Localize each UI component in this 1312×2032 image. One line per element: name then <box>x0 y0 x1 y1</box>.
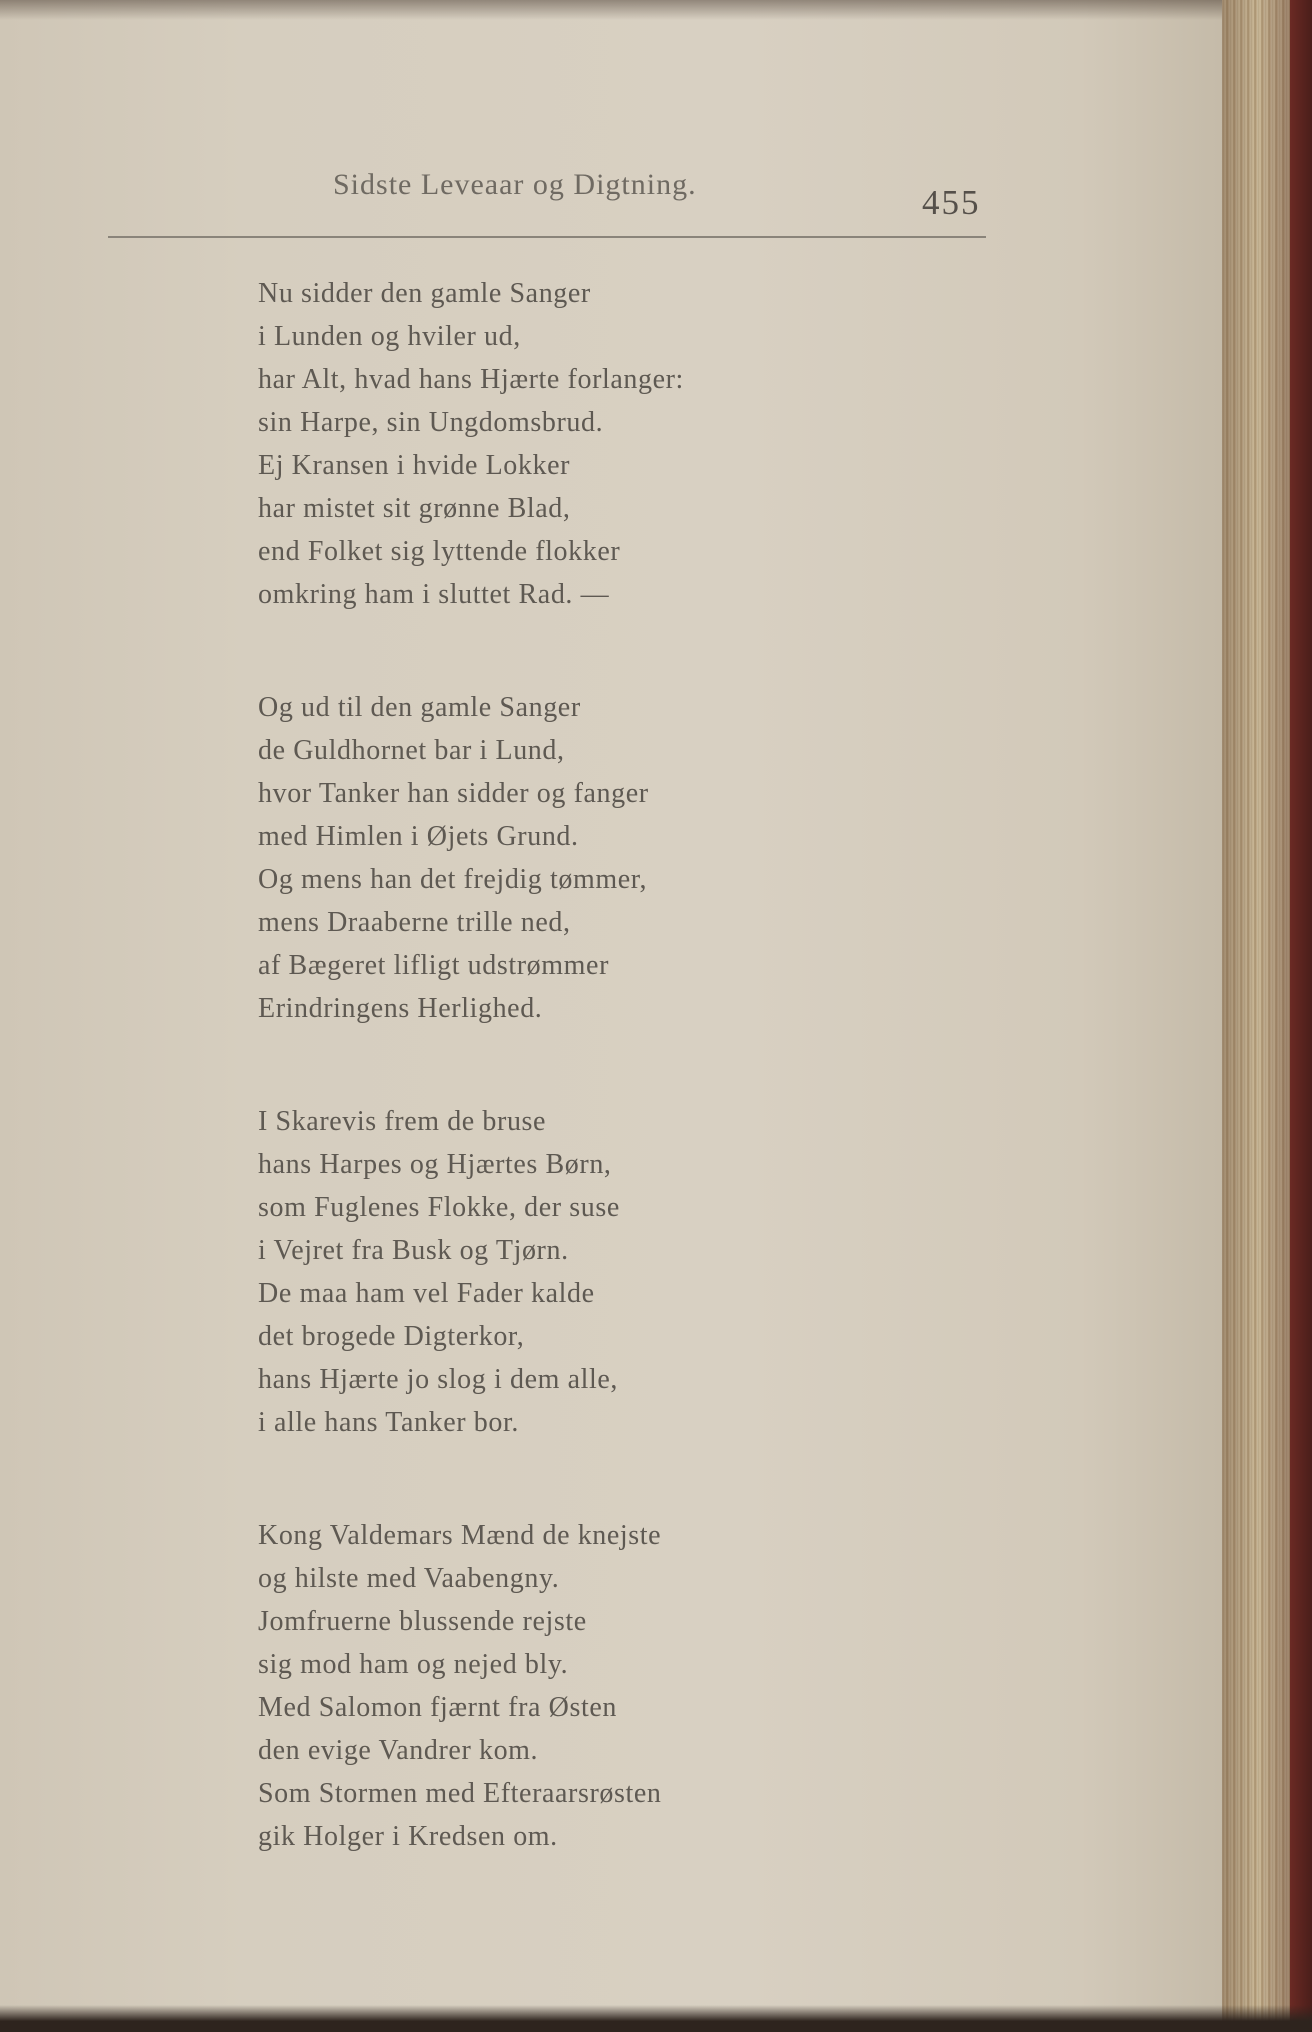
verse-line: i Lunden og hviler ud, <box>258 321 521 352</box>
verse-line: med Himlen i Øjets Grund. <box>258 821 579 852</box>
verse-line: hans Harpes og Hjærtes Børn, <box>258 1149 612 1180</box>
page-number: 455 <box>922 183 981 222</box>
page-top-shadow <box>0 0 1228 20</box>
poem <box>258 272 878 1928</box>
verse-line: Som Stormen med Efteraarsrøsten <box>258 1778 662 1809</box>
verse-line: De maa ham vel Fader kalde <box>258 1278 595 1309</box>
verse-line: gik Holger i Kredsen om. <box>258 1821 558 1852</box>
verse-line: Ej Kransen i hvide Lokker <box>258 450 571 481</box>
stanza-4 <box>258 1514 878 1858</box>
verse-line: Med Salomon fjærnt fra Østen <box>258 1692 617 1723</box>
stanza-3 <box>258 1100 878 1444</box>
verse-line: det brogede Digterkor, <box>258 1321 525 1352</box>
verse-line: Jomfruerne blussende rejste <box>258 1606 587 1637</box>
verse-line: har mistet sit grønne Blad, <box>258 493 571 524</box>
verse-line: sig mod ham og nejed bly. <box>258 1649 569 1680</box>
verse-line: den evige Vandrer kom. <box>258 1735 539 1766</box>
verse-line: Og ud til den gamle Sanger <box>258 692 581 723</box>
verse-line: Erindringens Herlighed. <box>258 993 543 1024</box>
verse-line: har Alt, hvad hans Hjærte forlanger: <box>258 364 684 395</box>
bottom-shadow <box>0 2005 1312 2032</box>
stanza-1 <box>258 272 878 616</box>
running-head: Sidste Leveaar og Digtning. <box>333 168 697 201</box>
verse-line: Og mens han det frejdig tømmer, <box>258 864 648 895</box>
verse-line: I Skarevis frem de bruse <box>258 1106 547 1137</box>
verse-line: hvor Tanker han sidder og fanger <box>258 778 649 809</box>
verse-line: mens Draaberne trille ned, <box>258 907 571 938</box>
verse-line: i alle hans Tanker bor. <box>258 1407 519 1438</box>
verse-line: omkring ham i sluttet Rad. — <box>258 579 610 610</box>
header-rule <box>108 236 986 238</box>
stanza-2 <box>258 686 878 1030</box>
verse-line: og hilste med Vaabengny. <box>258 1563 560 1594</box>
book-cover-edge <box>1290 0 1312 2032</box>
verse-line: Kong Valdemars Mænd de knejste <box>258 1520 662 1551</box>
verse-line: i Vejret fra Busk og Tjørn. <box>258 1235 569 1266</box>
verse-line: sin Harpe, sin Ungdomsbrud. <box>258 407 604 438</box>
verse-line: end Folket sig lyttende flokker <box>258 536 621 567</box>
verse-line: af Bægeret lifligt udstrømmer <box>258 950 609 981</box>
verse-line: som Fuglenes Flokke, der suse <box>258 1192 620 1223</box>
verse-line: de Guldhornet bar i Lund, <box>258 735 565 766</box>
verse-line: hans Hjærte jo slog i dem alle, <box>258 1364 618 1395</box>
verse-line: Nu sidder den gamle Sanger <box>258 278 591 309</box>
